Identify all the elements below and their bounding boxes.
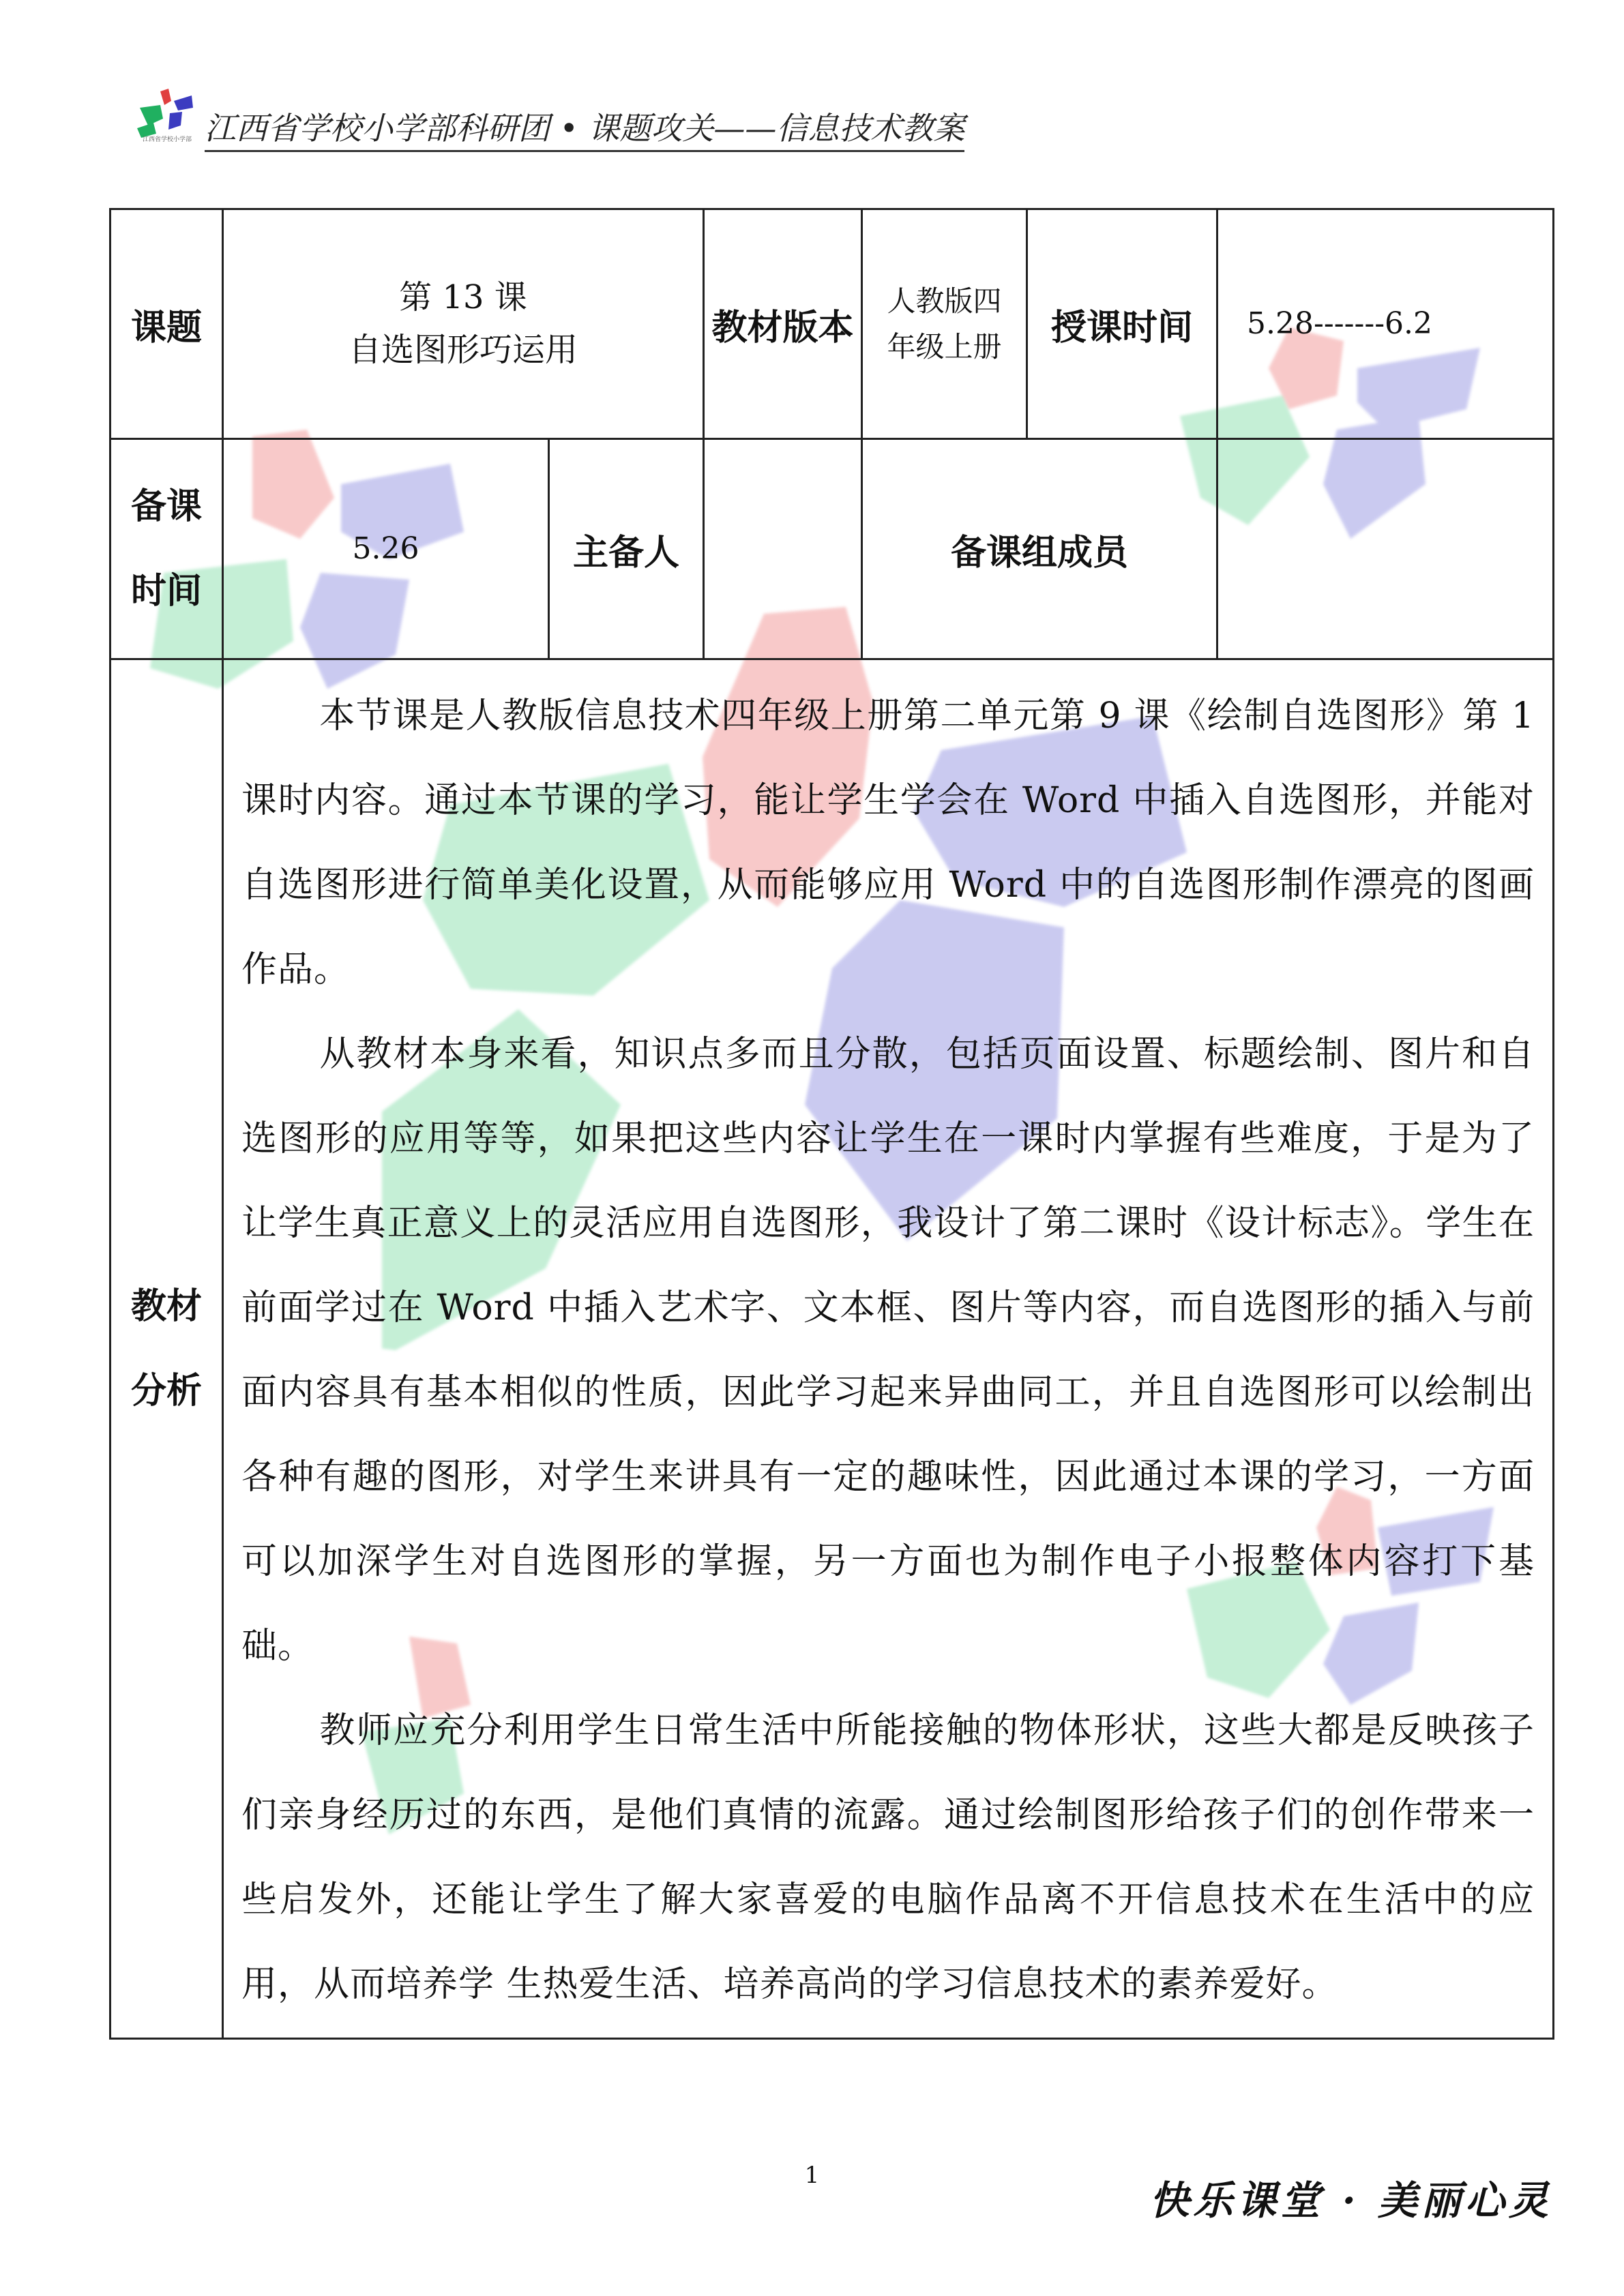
edition-value-line1: 人教版四 [887, 284, 1002, 318]
lesson-plan-table [109, 208, 1554, 2040]
header-title: 江西省学校小学部科研团 • 课题攻关——信息技术教案 [205, 104, 964, 152]
analysis-content [223, 659, 1554, 2039]
page-number: 1 [804, 2162, 820, 2189]
prep-time-label [110, 439, 223, 659]
members-value [1217, 439, 1554, 659]
topic-value-line2: 自选图形巧运用 [349, 331, 578, 369]
topic-label: 课题 [110, 209, 223, 439]
edition-value-line2: 年级上册 [887, 330, 1002, 363]
time-label: 授课时间 [1027, 209, 1217, 439]
lead-value [704, 439, 862, 659]
table-row-topic [110, 209, 1554, 439]
analysis-paragraph-3: 教师应充分利用学生日常生活中所能接触的物体形状，这些大都是反映孩子们亲身经历过的东西，是他们真情的流露。通过绘制图形给孩子们的创作带来一些启发外，还能让学生了解大家喜爱的电脑作品离不开信息技术在生活中的应用，从而培养学 生热爱生活、培养高尚的学习信息技术的素养爱好。 [241, 1710, 1535, 2005]
logo-caption: 江西省学校小学部 [142, 136, 192, 143]
prep-time-label-line2: 时间 [130, 571, 202, 612]
analysis-label [110, 659, 223, 2039]
time-value: 5.28-------6.2 [1217, 209, 1554, 439]
footer-motto: 快乐课堂 · 美丽心灵 [1149, 2177, 1552, 2224]
analysis-paragraph-1: 本节课是人教版信息技术四年级上册第二单元第 9 课《绘制自选图形》第 1 课时内容。通过本节课的学习，能让学生学会在 Word 中插入自选图形，并能对自选图形进行简单美化设置，从而能够应用 Word 中的自选图形制作漂亮的图画作品。 [241, 696, 1535, 990]
analysis-label-line2: 分析 [130, 1371, 202, 1412]
lead-label: 主备人 [549, 439, 704, 659]
table-row-prep [110, 439, 1554, 659]
edition-label: 教材版本 [704, 209, 862, 439]
edition-value [862, 209, 1027, 439]
school-logo [133, 87, 198, 152]
topic-value-line1: 第 13 课 [399, 278, 527, 317]
topic-value [223, 209, 704, 439]
logo-icon [133, 87, 198, 142]
analysis-paragraph-2: 从教材本身来看，知识点多而且分散，包括页面设置、标题绘制、图片和自选图形的应用等等，如果把这些内容让学生在一课时内掌握有些难度，于是为了让学生真正意义上的灵活应用自选图形，我设计了第二课时《设计标志》。学生在前面学过在 Word 中插入艺术字、文本框、图片等内容，而自选图形的插入与前面内容具有基本相似的性质，因此学习起来异曲同工，并且自选图形可以绘制出各种有趣的图形，对学生来讲具有一定的趣味性，因此通过本课的学习，一方面可以加深学生对自选图形的掌握，另一方面也为制作电子小报整体内容打下基础。 [241, 1034, 1535, 1667]
prep-time-label-line1: 备课 [130, 486, 202, 527]
table-row-analysis [110, 659, 1554, 2039]
analysis-label-line1: 教材 [130, 1286, 202, 1327]
members-label: 备课组成员 [862, 439, 1217, 659]
page-header [133, 87, 964, 152]
prep-time-value: 5.26 [223, 439, 549, 659]
